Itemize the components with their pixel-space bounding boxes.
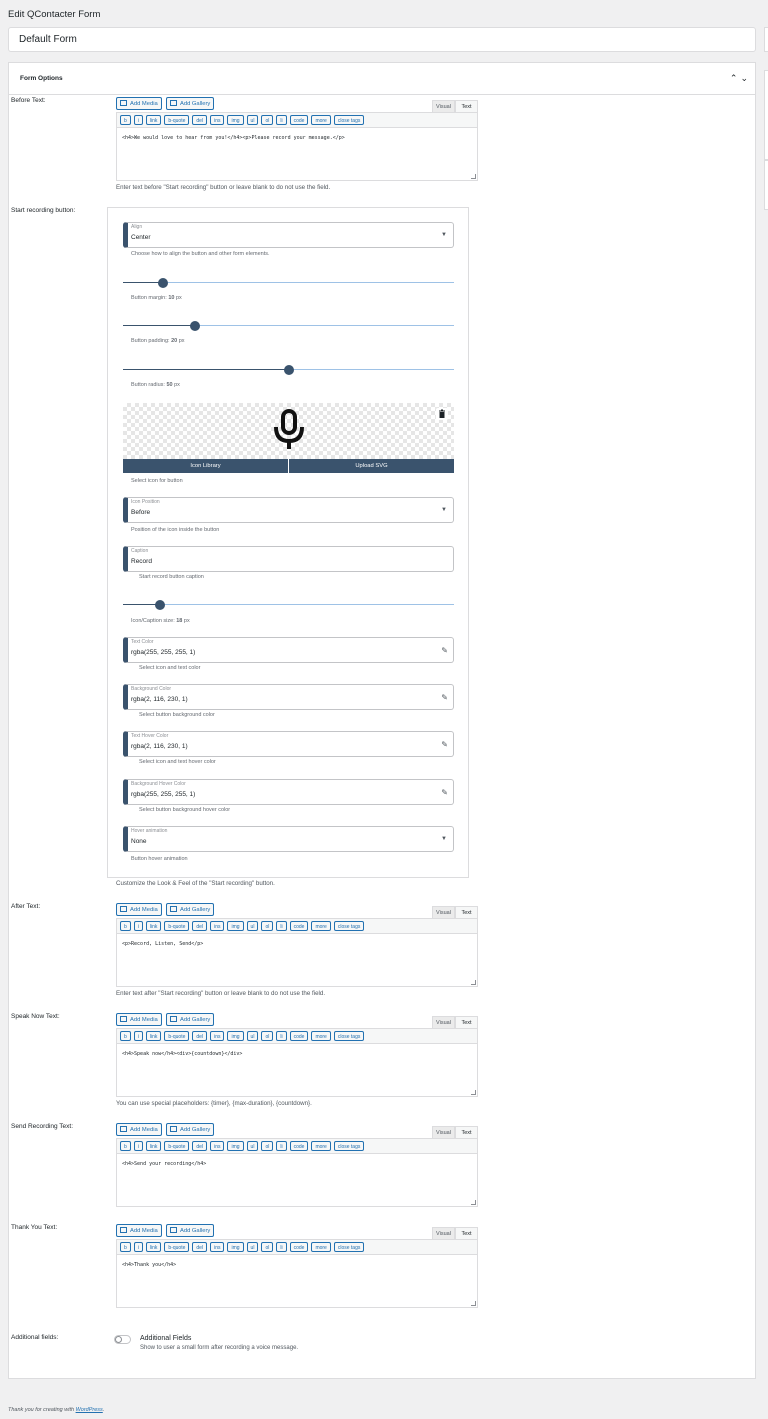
quicktag-button[interactable]: more [311, 115, 330, 125]
add-gallery-label: Add Gallery [180, 1127, 211, 1133]
quicktags-toolbar [116, 918, 478, 933]
media-icon [120, 100, 127, 106]
quicktag-button[interactable]: close tags [334, 1242, 365, 1252]
text-color-input[interactable] [123, 637, 454, 663]
quicktag-button[interactable]: close tags [334, 115, 365, 125]
icon-hint: Select icon for button [131, 478, 183, 484]
gallery-icon [170, 100, 177, 106]
caption-size-readout [131, 618, 190, 624]
editor-textarea[interactable] [116, 1153, 478, 1207]
quicktag-button[interactable]: img [227, 921, 243, 931]
add-gallery-button[interactable] [166, 97, 214, 110]
button-margin-value: 10 [168, 295, 175, 301]
hover-animation-label: Hover animation [131, 828, 168, 834]
footer-prefix: Thank you for creating with [8, 1407, 76, 1413]
slider-thumb[interactable] [155, 600, 165, 610]
quicktag-button[interactable]: link [146, 1242, 162, 1252]
quicktag-button[interactable]: link [146, 115, 162, 125]
editor-textarea[interactable] [116, 933, 478, 987]
add-media-label: Add Media [130, 1127, 158, 1133]
hover-animation-value: None [131, 838, 147, 845]
quicktag-button[interactable]: b [120, 921, 131, 931]
additional-fields-label: Additional fields: [11, 1334, 59, 1341]
start-button-panel [107, 207, 469, 878]
thank-you-label: Thank You Text: [11, 1224, 58, 1231]
tab-text[interactable]: Text [455, 1227, 478, 1239]
add-gallery-label: Add Gallery [180, 101, 211, 107]
quicktag-button[interactable]: ol [261, 1141, 273, 1151]
quicktag-button[interactable]: img [227, 1141, 243, 1151]
tab-text[interactable]: Text [455, 100, 478, 112]
editor-content: <h4>Speak now</h4><div>{countdown}</div> [122, 1051, 243, 1057]
quicktag-button[interactable]: code [290, 1141, 309, 1151]
quicktag-button[interactable]: code [290, 115, 309, 125]
quicktag-button[interactable]: b-quote [164, 115, 189, 125]
align-select[interactable] [123, 222, 454, 248]
quicktag-button[interactable]: b [120, 115, 131, 125]
caption-hint: Start record button caption [139, 574, 204, 580]
resize-handle-icon[interactable] [471, 980, 476, 985]
quicktag-button[interactable]: ol [261, 1242, 273, 1252]
quicktag-button[interactable]: del [192, 1242, 207, 1252]
button-radius-label: Button radius: [131, 382, 165, 388]
gallery-icon [170, 906, 177, 912]
start-button-label: Start recording button: [11, 207, 76, 214]
quicktag-button[interactable]: b [120, 1242, 131, 1252]
additional-fields-description: Show to user a small form after recording a voice message. [140, 1345, 299, 1351]
wordpress-link[interactable]: WordPress [75, 1407, 103, 1413]
resize-handle-icon[interactable] [471, 174, 476, 179]
button-margin-unit: px [175, 295, 182, 301]
icon-position-hint: Position of the icon inside the button [131, 527, 220, 533]
quicktag-button[interactable]: b-quote [164, 921, 189, 931]
caret-down-icon: ▼ [441, 836, 447, 842]
admin-footer [8, 1407, 104, 1413]
page-title: Edit QContacter Form [8, 9, 101, 20]
tab-visual[interactable]: Visual [432, 100, 455, 112]
quicktag-button[interactable]: ins [210, 921, 224, 931]
quicktag-button[interactable]: link [146, 1141, 162, 1151]
eyedropper-icon[interactable]: ✎ [441, 693, 448, 702]
text-hover-color-input[interactable] [123, 731, 454, 757]
add-media-button[interactable] [116, 903, 162, 916]
gallery-icon [170, 1227, 177, 1233]
media-icon [120, 1227, 127, 1233]
resize-handle-icon[interactable] [471, 1301, 476, 1306]
speak-now-editor [116, 1013, 478, 1097]
quicktag-button[interactable]: more [311, 1031, 330, 1041]
caption-size-label: Icon/Caption size: [131, 618, 175, 624]
background-hover-color-hint: Select button background hover color [139, 807, 231, 813]
button-margin-slider[interactable] [123, 278, 454, 288]
quicktag-button[interactable]: b-quote [164, 1031, 189, 1041]
add-media-label: Add Media [130, 1228, 158, 1234]
quicktag-button[interactable]: li [276, 1031, 286, 1041]
add-media-button[interactable] [116, 1013, 162, 1026]
quicktags-toolbar [116, 1028, 478, 1043]
postbox-toggle-arrows [730, 73, 751, 84]
background-color-input[interactable] [123, 684, 454, 710]
quicktag-button[interactable]: b [120, 1031, 131, 1041]
postbox-title: Form Options [20, 75, 63, 82]
icon-position-select[interactable] [123, 497, 454, 523]
media-icon [120, 1126, 127, 1132]
add-gallery-label: Add Gallery [180, 907, 211, 913]
quicktag-button[interactable]: ul [247, 1141, 259, 1151]
quicktag-button[interactable]: i [134, 1031, 143, 1041]
gallery-icon [170, 1126, 177, 1132]
eyedropper-icon[interactable]: ✎ [441, 788, 448, 797]
quicktag-button[interactable]: li [276, 1141, 286, 1151]
quicktag-button[interactable]: close tags [334, 1141, 365, 1151]
text-color-label: Text Color [131, 639, 154, 645]
quicktags-toolbar [116, 1239, 478, 1254]
side-panel-edge [764, 27, 768, 52]
caption-size-slider[interactable] [123, 600, 454, 610]
quicktag-button[interactable]: ins [210, 115, 224, 125]
quicktag-button[interactable]: close tags [334, 921, 365, 931]
button-margin-label: Button margin: [131, 295, 167, 301]
tab-visual[interactable]: Visual [432, 1126, 455, 1138]
quicktag-button[interactable]: ul [247, 1031, 259, 1041]
slider-track-filled [123, 282, 163, 283]
resize-handle-icon[interactable] [471, 1200, 476, 1205]
quicktag-button[interactable]: i [134, 921, 143, 931]
button-radius-value: 50 [166, 382, 173, 388]
slider-thumb[interactable] [284, 365, 294, 375]
toggle-knob [115, 1336, 122, 1343]
quicktag-button[interactable]: b [120, 1141, 131, 1151]
caption-size-value: 18 [176, 618, 183, 624]
quicktag-button[interactable]: more [311, 1242, 330, 1252]
editor-content: <h4>Thank you</h4> [122, 1262, 177, 1268]
media-icon [120, 1016, 127, 1022]
button-padding-label: Button padding: [131, 338, 170, 344]
eyedropper-icon[interactable]: ✎ [441, 740, 448, 749]
tab-text[interactable]: Text [455, 906, 478, 918]
tab-visual[interactable]: Visual [432, 1227, 455, 1239]
media-icon [120, 906, 127, 912]
editor-media-row [116, 1013, 478, 1028]
hover-animation-select[interactable] [123, 826, 454, 852]
slider-track [160, 604, 454, 605]
chevron-down-icon[interactable]: ⌄ [740, 73, 751, 83]
side-panel-edge [764, 70, 768, 160]
editor-textarea[interactable] [116, 127, 478, 181]
additional-fields-title: Additional Fields [140, 1335, 192, 1342]
eyedropper-icon[interactable]: ✎ [441, 646, 448, 655]
caption-value: Record [131, 558, 152, 565]
quicktag-button[interactable]: del [192, 1141, 207, 1151]
quicktag-button[interactable]: del [192, 1031, 207, 1041]
quicktags-toolbar [116, 1138, 478, 1153]
background-color-hint: Select button background color [139, 712, 215, 718]
text-hover-color-label: Text Hover Color [131, 733, 169, 739]
after-text-label: After Text: [11, 903, 41, 910]
tab-text[interactable]: Text [455, 1016, 478, 1028]
quicktag-button[interactable]: i [134, 1141, 143, 1151]
background-hover-color-value: rgba(255, 255, 255, 1) [131, 791, 196, 798]
editor-media-row [116, 1123, 478, 1138]
caption-size-unit: px [183, 618, 190, 624]
quicktag-button[interactable]: img [227, 1031, 243, 1041]
postbox-header[interactable] [9, 63, 755, 95]
background-color-value: rgba(2, 116, 230, 1) [131, 696, 188, 703]
slider-track-filled [123, 369, 289, 370]
send-recording-label: Send Recording Text: [11, 1123, 74, 1130]
editor-media-row [116, 97, 478, 112]
quicktag-button[interactable]: img [227, 115, 243, 125]
tab-text[interactable]: Text [455, 1126, 478, 1138]
slider-thumb[interactable] [158, 278, 168, 288]
caption-label: Caption [131, 548, 149, 554]
add-gallery-button[interactable] [166, 1224, 214, 1237]
quicktag-button[interactable]: del [192, 115, 207, 125]
button-padding-readout [131, 338, 185, 344]
align-label: Align [131, 224, 143, 230]
text-hover-color-hint: Select icon and text hover color [139, 759, 216, 765]
quicktag-button[interactable]: i [134, 1242, 143, 1252]
background-color-label: Background Color [131, 686, 172, 692]
add-gallery-button[interactable] [166, 1013, 214, 1026]
quicktag-button[interactable]: code [290, 921, 309, 931]
add-media-label: Add Media [130, 907, 158, 913]
editor-content: <h4>We would love to hear from you!</h4><p>Please record your message.</p> [122, 135, 345, 141]
quicktag-button[interactable]: ul [247, 921, 259, 931]
editor-content: <h4>Send your recording</h4> [122, 1161, 207, 1167]
icon-actions [123, 459, 454, 473]
quicktag-button[interactable]: i [134, 115, 143, 125]
caption-input[interactable] [123, 546, 454, 572]
quicktag-button[interactable]: ol [261, 115, 273, 125]
icon-position-label: Icon Position [131, 499, 160, 505]
after-text-editor [116, 903, 478, 987]
quicktag-button[interactable]: li [276, 115, 286, 125]
chevron-up-icon[interactable]: ⌃ [729, 73, 741, 83]
add-media-button[interactable] [116, 1123, 162, 1136]
quicktag-button[interactable]: img [227, 1242, 243, 1252]
button-padding-unit: px [178, 338, 185, 344]
tab-visual[interactable]: Visual [432, 906, 455, 918]
add-gallery-label: Add Gallery [180, 1017, 211, 1023]
quicktag-button[interactable]: more [311, 921, 330, 931]
quicktag-button[interactable]: link [146, 921, 162, 931]
editor-media-row [116, 903, 478, 918]
button-padding-value: 20 [171, 338, 178, 344]
icon-preview [123, 403, 454, 459]
quicktag-button[interactable]: b-quote [164, 1242, 189, 1252]
quicktag-button[interactable]: ul [247, 115, 259, 125]
align-value: Center [131, 234, 151, 241]
caret-down-icon: ▼ [441, 507, 447, 513]
button-padding-slider[interactable] [123, 321, 454, 331]
trash-icon [436, 408, 448, 420]
editor-media-row [116, 1224, 478, 1239]
resize-handle-icon[interactable] [471, 1090, 476, 1095]
delete-icon-button[interactable] [436, 408, 448, 420]
quicktag-button[interactable]: ins [210, 1031, 224, 1041]
slider-thumb[interactable] [190, 321, 200, 331]
additional-fields-toggle[interactable] [114, 1335, 131, 1344]
quicktag-button[interactable]: ol [261, 921, 273, 931]
add-media-label: Add Media [130, 1017, 158, 1023]
editor-textarea[interactable] [116, 1254, 478, 1308]
background-hover-color-label: Background Hover Color [131, 781, 186, 787]
upload-svg-button[interactable]: Upload SVG [289, 459, 454, 473]
slider-track [163, 282, 454, 283]
send-recording-editor [116, 1123, 478, 1207]
background-hover-color-input[interactable] [123, 779, 454, 805]
quicktag-button[interactable]: b-quote [164, 1141, 189, 1151]
slider-track [289, 369, 454, 370]
quicktag-button[interactable]: code [290, 1242, 309, 1252]
quicktag-button[interactable]: link [146, 1031, 162, 1041]
editor-content: <p>Record, Listen, Send</p> [122, 941, 204, 947]
gallery-icon [170, 1016, 177, 1022]
footer-suffix: . [102, 1407, 105, 1413]
quicktag-button[interactable]: li [276, 1242, 286, 1252]
editor-textarea[interactable] [116, 1043, 478, 1097]
text-hover-color-value: rgba(2, 116, 230, 1) [131, 743, 188, 750]
button-radius-slider[interactable] [123, 365, 454, 375]
quicktag-button[interactable]: ins [210, 1242, 224, 1252]
icon-library-button[interactable]: Icon Library [123, 459, 289, 473]
tab-visual[interactable]: Visual [432, 1016, 455, 1028]
button-radius-readout [131, 382, 180, 388]
before-text-label: Before Text: [11, 97, 46, 104]
button-radius-unit: px [174, 382, 180, 388]
before-text-description: Enter text before "Start recording" button or leave blank to do not use the field. [116, 184, 331, 191]
form-title-input[interactable]: Default Form [8, 27, 756, 52]
quicktag-button[interactable]: li [276, 921, 286, 931]
speak-now-label: Speak Now Text: [11, 1013, 60, 1020]
quicktag-button[interactable]: del [192, 921, 207, 931]
thank-you-editor [116, 1224, 478, 1308]
after-text-description: Enter text after "Start recording" button or leave blank to do not use the field. [116, 990, 326, 997]
microphone-icon [272, 409, 306, 451]
start-button-description: Customize the Look & Feel of the "Start recording" button. [116, 880, 275, 887]
side-panel-edge [764, 160, 768, 210]
add-media-label: Add Media [130, 101, 158, 107]
quicktag-button[interactable]: ins [210, 1141, 224, 1151]
add-gallery-button[interactable] [166, 903, 214, 916]
button-margin-readout [131, 295, 182, 301]
quicktag-button[interactable]: ol [261, 1031, 273, 1041]
slider-track [195, 325, 454, 326]
align-hint: Choose how to align the button and other form elements. [131, 251, 270, 257]
quicktag-button[interactable]: more [311, 1141, 330, 1151]
slider-track-filled [123, 325, 195, 326]
quicktag-button[interactable]: code [290, 1031, 309, 1041]
add-gallery-button[interactable] [166, 1123, 214, 1136]
quicktag-button[interactable]: ul [247, 1242, 259, 1252]
quicktag-button[interactable]: close tags [334, 1031, 365, 1041]
before-text-editor [116, 97, 478, 181]
caret-down-icon: ▼ [441, 232, 447, 238]
add-media-button[interactable] [116, 1224, 162, 1237]
speak-now-description: You can use special placeholders: {timer}, {max-duration}, {countdown}. [116, 1100, 312, 1107]
hover-animation-hint: Button hover animation [131, 856, 188, 862]
add-media-button[interactable] [116, 97, 162, 110]
text-color-value: rgba(255, 255, 255, 1) [131, 649, 196, 656]
text-color-hint: Select icon and text color [139, 665, 201, 671]
icon-position-value: Before [131, 509, 151, 516]
quicktags-toolbar [116, 112, 478, 127]
add-gallery-label: Add Gallery [180, 1228, 211, 1234]
